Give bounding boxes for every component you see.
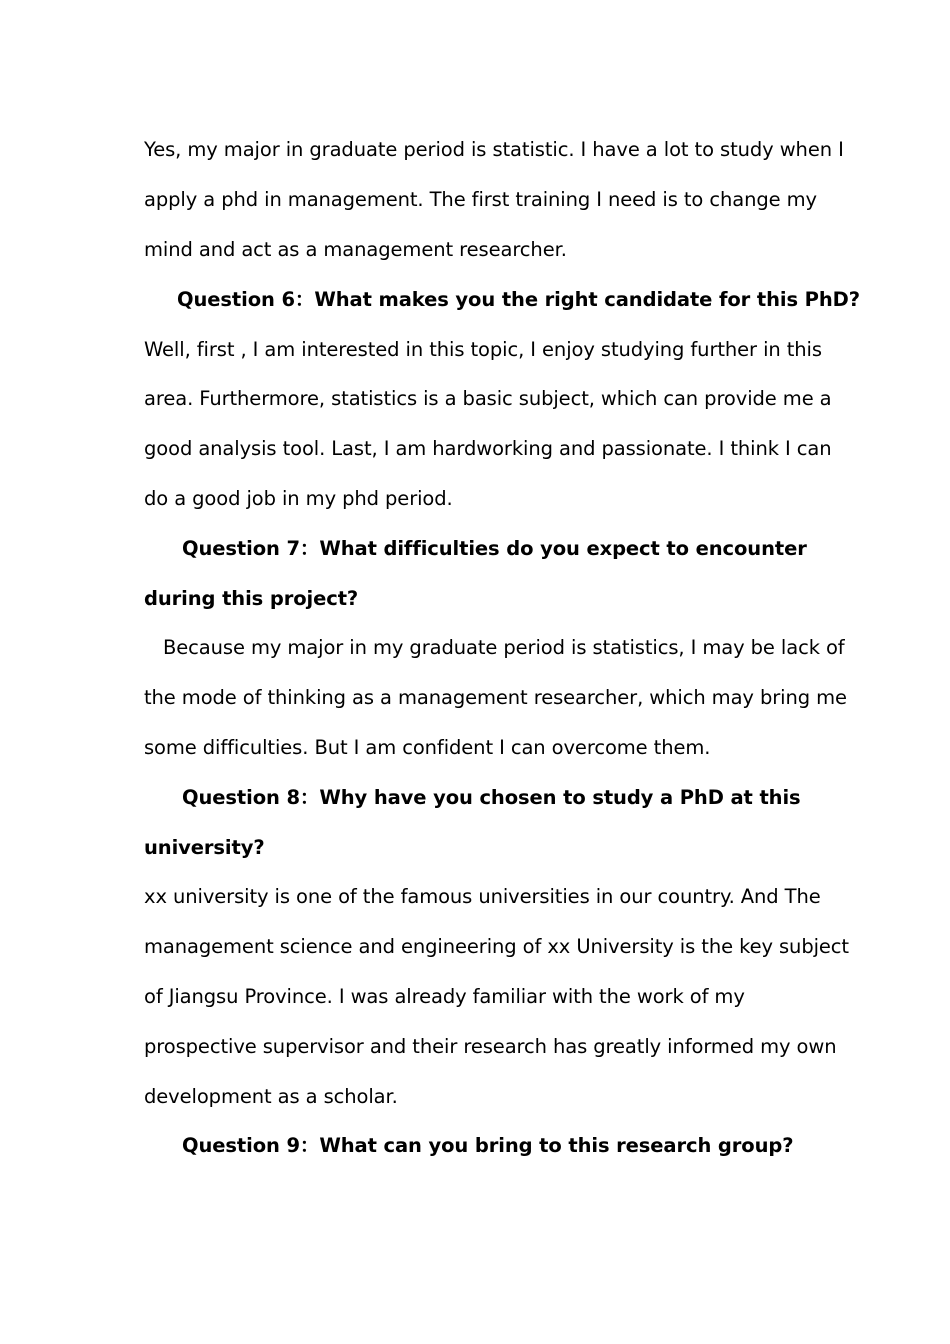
question-8-heading: Question 8：Why have you chosen to study a PhD at this (182, 786, 801, 809)
question-7-heading-cont: during this project? (144, 587, 359, 610)
answer-8-line-4: prospective supervisor and their research has greatly informed my own (144, 1035, 837, 1058)
question-9-heading: Question 9：What can you bring to this research group? (182, 1134, 794, 1157)
answer-5-line-1: Yes, my major in graduate period is statistic. I have a lot to study when I (144, 138, 844, 161)
answer-8-line-3: of Jiangsu Province. I was already familiar with the work of my (144, 985, 745, 1008)
answer-8-line-1: xx university is one of the famous universities in our country. And The (144, 885, 821, 908)
question-8-heading-cont: university? (144, 836, 265, 859)
answer-8-line-2: management science and engineering of xx University is the key subject (144, 935, 849, 958)
answer-7-line-3: some difficulties. But I am confident I can overcome them. (144, 736, 711, 759)
answer-6-line-2: area. Furthermore, statistics is a basic subject, which can provide me a (144, 387, 832, 410)
answer-6-line-3: good analysis tool. Last, I am hardworking and passionate. I think I can (144, 437, 832, 460)
answer-7-line-1: Because my major in my graduate period is statistics, I may be lack of (163, 636, 845, 659)
answer-7-line-2: the mode of thinking as a management researcher, which may bring me (144, 686, 847, 709)
answer-8-line-5: development as a scholar. (144, 1085, 398, 1108)
question-6-heading: Question 6：What makes you the right candidate for this PhD? (177, 288, 860, 311)
answer-5-line-2: apply a phd in management. The first training I need is to change my (144, 188, 817, 211)
answer-6-line-1: Well, first , I am interested in this topic, I enjoy studying further in this (144, 338, 822, 361)
question-7-heading: Question 7：What difficulties do you expect to encounter (182, 537, 807, 560)
answer-5-line-3: mind and act as a management researcher. (144, 238, 567, 261)
answer-6-line-4: do a good job in my phd period. (144, 487, 453, 510)
